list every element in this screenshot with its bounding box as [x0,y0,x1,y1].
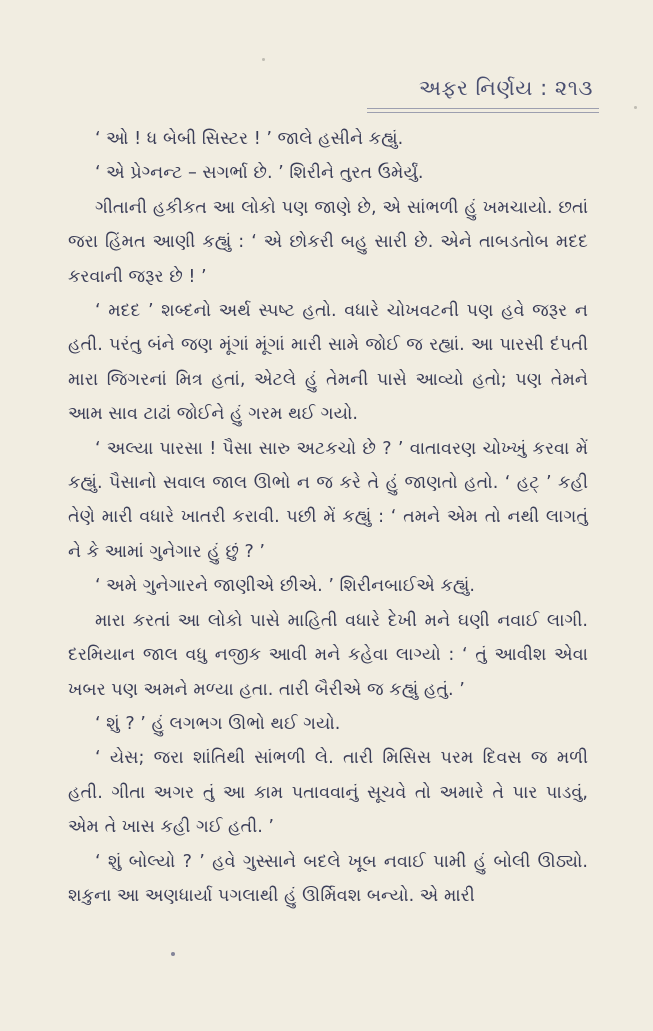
paragraph-5: ‘ અલ્યા પારસા ! પૈસા સારુ અટકચો છે ? ’ વાતાવરણ ચોખ્ખું કરવા મેં કહ્યું. પૈસાનો સવાલ જાલ ઊભો ન જ કરે તે હું જાણતો હતો. ‘ હટ્ ’ કહી તેણે મારી વધારે ખાતરી કરાવી. પછી મેં કહ્યું : ‘ તમને એમ તો નથી લાગતું ને કે આમાં ગુનેગાર હું છું ? ’ [68,438,588,562]
running-head-rule [367,108,599,113]
footer-mark [171,952,175,956]
paragraph-8: ‘ શું ? ’ હું લગભગ ઊભો થઈ ગયો. [95,713,341,734]
paper-speck [262,58,265,61]
paragraph-9: ‘ યેસ; જરા શાંતિથી સાંભળી લે. તારી મિસિસ પરમ દિવસ જ મળી હતી. ગીતા અગર તું આ કામ પતાવવાનું સૂચવે તો અમારે તે પાર પાડવું, એમ તે ખાસ કહી ગઈ હતી. ’ [68,748,588,838]
body-text [68,122,588,913]
paragraph-4: ‘ મદદ ’ શબ્દનો અર્થ સ્પષ્ટ હતો. વધારે ચોખવટની પણ હવે જરૂર ન હતી. પરંતુ બંને જણ મૂંગાં મૂંગાં મારી સામે જોઈ જ રહ્યાં. આ પારસી દંપતી મારા જિગરનાં મિત્ર હતાં, એટલે હું તેમની પાસે આવ્યો હતો; પણ તેમને આમ સાવ ટાઢાં જોઈને હું ગરમ થઈ ગયો. [68,301,588,425]
running-head: અફર નિર્ણય : ૨૧૩ [418,76,593,100]
paper-speck [634,106,637,109]
paragraph-10: ‘ શું બોલ્યો ? ’ હવે ગુસ્સાને બદલે ખૂબ નવાઈ પામી હું બોલી ઊઠ્યો. શકુના આ અણધાર્યા પગલાથી હું ઊર્મિવશ બન્યો. એ મારી [68,851,588,906]
paragraph-1: ‘ ઓ ! ધ બેબી સિસ્ટર ! ’ જાલે હસીને કહ્યું. [95,129,404,149]
paragraph-7: મારા કરતાં આ લોકો પાસે માહિતી વધારે દેખી મને ઘણી નવાઈ લાગી. દરમિયાન જાલ વધુ નજીક આવી મને કહેવા લાગ્યો : ‘ તું આવીશ એવા ખબર પણ અમને મળ્યા હતા. તારી બૈરીએ જ કહ્યું હતું. ’ [68,610,588,700]
paragraph-3: ગીતાની હકીકત આ લોકો પણ જાણે છે, એ સાંભળી હું ખમચાયો. છતાં જરા હિંમત આણી કહ્યું : ‘ એ છોકરી બહુ સારી છે. એને તાબડતોબ મદદ કરવાની જરૂર છે ! ’ [68,197,588,287]
paragraph-2: ‘ એ પ્રેગ્નન્ટ – સગર્ભા છે. ’ શિરીને તુરત ઉમેર્યું. [95,163,424,184]
paragraph-6: ‘ અમે ગુનેગારને જાણીએ છીએ. ’ શિરીનબાઈએ કહ્યું. [95,576,476,597]
